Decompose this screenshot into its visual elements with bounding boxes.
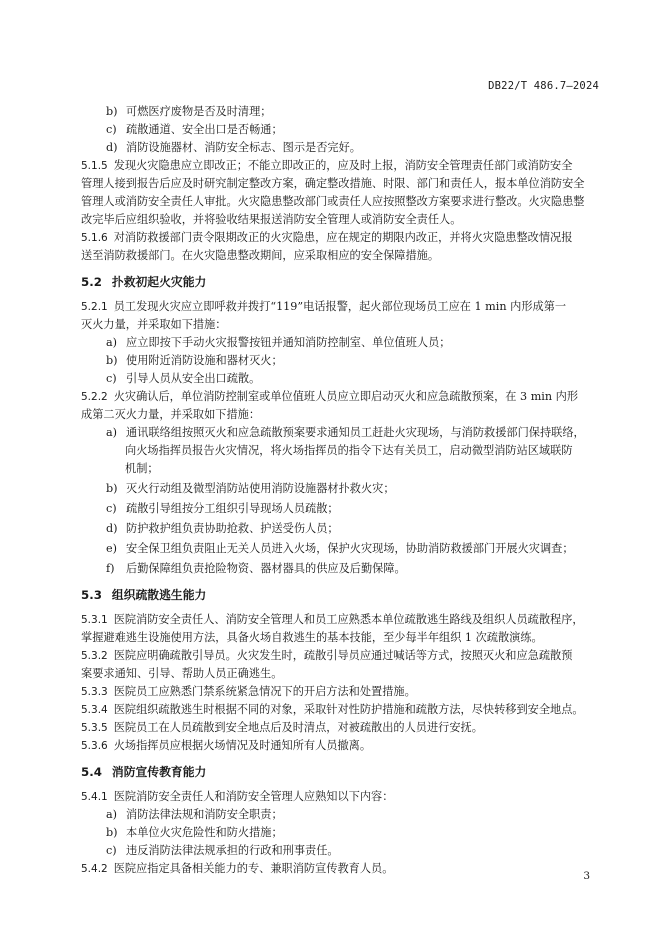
- clause-number: 5.3.3: [81, 686, 108, 698]
- clause-5-1-6: 5.1.6 对消防救援部门责令限期改正的火灾隐患，应在规定的期限内改正，并将火灾隐患整改情况报 送至消防救援部门。在火灾隐患整改期间，应采取相应的安全保障措施。: [81, 231, 573, 262]
- clause-number: 5.3.2: [81, 650, 108, 662]
- document-body: [81, 103, 601, 878]
- clause-5-3-6: 5.3.6 火场指挥员应根据火场情况及时通知所有人员撤离。: [81, 739, 372, 752]
- section-heading-5-2: 5.2 扑救初起火灾能力: [81, 275, 207, 289]
- list-item: c) 引导人员从安全出口疏散。: [106, 372, 261, 385]
- doc-code: DB22/T 486.7—2024: [488, 80, 599, 92]
- list-item: d) 防护救护组负责协助抢救、护送受伤人员；: [106, 522, 339, 535]
- clause-5-2-2: 5.2.2 火灾确认后，单位消防控制室或单位值班人员应立即启动灭火和应急疏散预案，在 3 min 内形 成第二灭火力量，并采取如下措施： a) 通讯联络组按照灭火和应急疏散预案要求通知员工赶赴火灾现场，与消防救援部门保持联络， 向火场指挥员报告火灾情况，将火场指挥员的指令下达有关员工，启动微型消防站区域联防 机制； b) 灭火行动组及微型消防站使用消防设施器材扑救火灾； c) 疏散引导组按分工组织引导现场人员疏散； d) 防护救护组负责协助抢救、护送受伤人员； e) 安全保卫组负责阻止无关人员进入火场，保护火灾现场，协助消防救援部门开展火灾调查； f) 后勤保障组负责抢险物资、器材器具的供应及后勤保障。: [81, 388, 601, 578]
- list-item: a) 消防法律法规和消防安全职责；: [106, 808, 283, 821]
- clause-number: 5.4.1: [81, 791, 108, 803]
- clause-number: 5.3.5: [81, 722, 108, 734]
- clause-5-3-5: 5.3.5 医院员工在人员疏散到安全地点后及时清点，对被疏散出的人员进行安抚。: [81, 721, 483, 734]
- list-item: a) 通讯联络组按照灭火和应急疏散预案要求通知员工赶赴火灾现场，与消防救援部门保持联络，: [106, 426, 585, 439]
- clause-number: 5.2.1: [81, 301, 108, 313]
- section-heading-5-3: 5.3 组织疏散逃生能力: [81, 588, 207, 602]
- clause-5-4-2: 5.4.2 医院应指定具备相关能力的专、兼职消防宣传教育人员。: [81, 862, 394, 875]
- list-item: b) 使用附近消防设施和器材灭火；: [106, 354, 283, 367]
- list-item: b) 本单位火灾危险性和防火措施；: [106, 826, 283, 839]
- clause-5-2-1: 5.2.1 员工发现火灾应立即呼救并拨打“119”电话报警，起火部位现场员工应在 1 min 内形成第一 灭火力量，并采取如下措施： a) 应立即按下手动火灾报警按钮并通知消防控制室、单位值班人员； b) 使用附近消防设施和器材灭火； c) 引导人员从安全出口疏散。: [81, 298, 601, 388]
- clause-5-3-1: 5.3.1 医院消防安全责任人、消防安全管理人和员工应熟悉本单位疏散逃生路线及组织人员疏散程序， 掌握避难逃生设施使用方法，具备火场自救逃生的基本技能，至少每半年组织 1 次疏散演练。: [81, 613, 584, 644]
- clause-5-3-4: 5.3.4 医院组织疏散逃生时根据不同的对象，采取针对性防护措施和疏散方法，尽快转移到安全地点。: [81, 703, 584, 716]
- list-item: c) 疏散通道、安全出口是否畅通；: [106, 123, 283, 136]
- clause-5-3-2: 5.3.2 医院应明确疏散引导员。火灾发生时，疏散引导员应通过喊话等方式，按照灭火和应急疏散预 案要求通知、引导、帮助人员正确逃生。: [81, 649, 573, 680]
- clause-5-1-5: 5.1.5 发现火灾隐患应立即改正；不能立即改正的，应及时上报，消防安全管理责任部门或消防安全 管理人接到报告后应及时研究制定整改方案，确定整改措施、时限、部门和责任人，报本单位消防安全 管理人或消防安全责任人审批。火灾隐患整改部门或责任人应按照整改方案要求进行整改。火灾隐患整 改完毕后应组织验收，并将验收结果报送消防安全管理人或消防安全责任人。: [81, 159, 585, 226]
- clause-number: 5.3.4: [81, 704, 108, 716]
- list-item: a) 应立即按下手动火灾报警按钮并通知消防控制室、单位值班人员；: [106, 336, 451, 349]
- section-heading-5-4: 5.4 消防宣传教育能力: [81, 765, 207, 779]
- clause-number: 5.3.6: [81, 740, 108, 752]
- page-number: 3: [583, 870, 590, 882]
- clause-number: 5.2.2: [81, 391, 108, 403]
- clause-5-4-1: 5.4.1 医院消防安全责任人和消防安全管理人应熟知以下内容： a) 消防法律法规和消防安全职责； b) 本单位火灾危险性和防火措施； c) 违反消防法律法规承担的行政和刑事责任。: [81, 788, 601, 860]
- list-item: c) 疏散引导组按分工组织引导现场人员疏散；: [106, 502, 339, 515]
- list-item: e) 安全保卫组负责阻止无关人员进入火场，保护火灾现场，协助消防救援部门开展火灾调查；: [106, 542, 574, 555]
- clause-number: 5.3.1: [81, 614, 108, 626]
- clause-number: 5.1.6: [81, 232, 108, 244]
- list-item: d) 消防设施器材、消防安全标志、图示是否完好。: [106, 141, 361, 154]
- list-item: c) 违反消防法律法规承担的行政和刑事责任。: [106, 844, 339, 857]
- list-item: f) 后勤保障组负责抢险物资、器材器具的供应及后勤保障。: [106, 562, 406, 575]
- list-item: b) 可燃医疗废物是否及时清理；: [106, 105, 272, 118]
- clause-number: 5.4.2: [81, 863, 108, 875]
- list-item: b) 灭火行动组及微型消防站使用消防设施器材扑救火灾；: [106, 482, 395, 495]
- clause-number: 5.1.5: [81, 160, 108, 172]
- clause-5-3-3: 5.3.3 医院员工应熟悉门禁系统紧急情况下的开启方法和处置措施。: [81, 685, 416, 698]
